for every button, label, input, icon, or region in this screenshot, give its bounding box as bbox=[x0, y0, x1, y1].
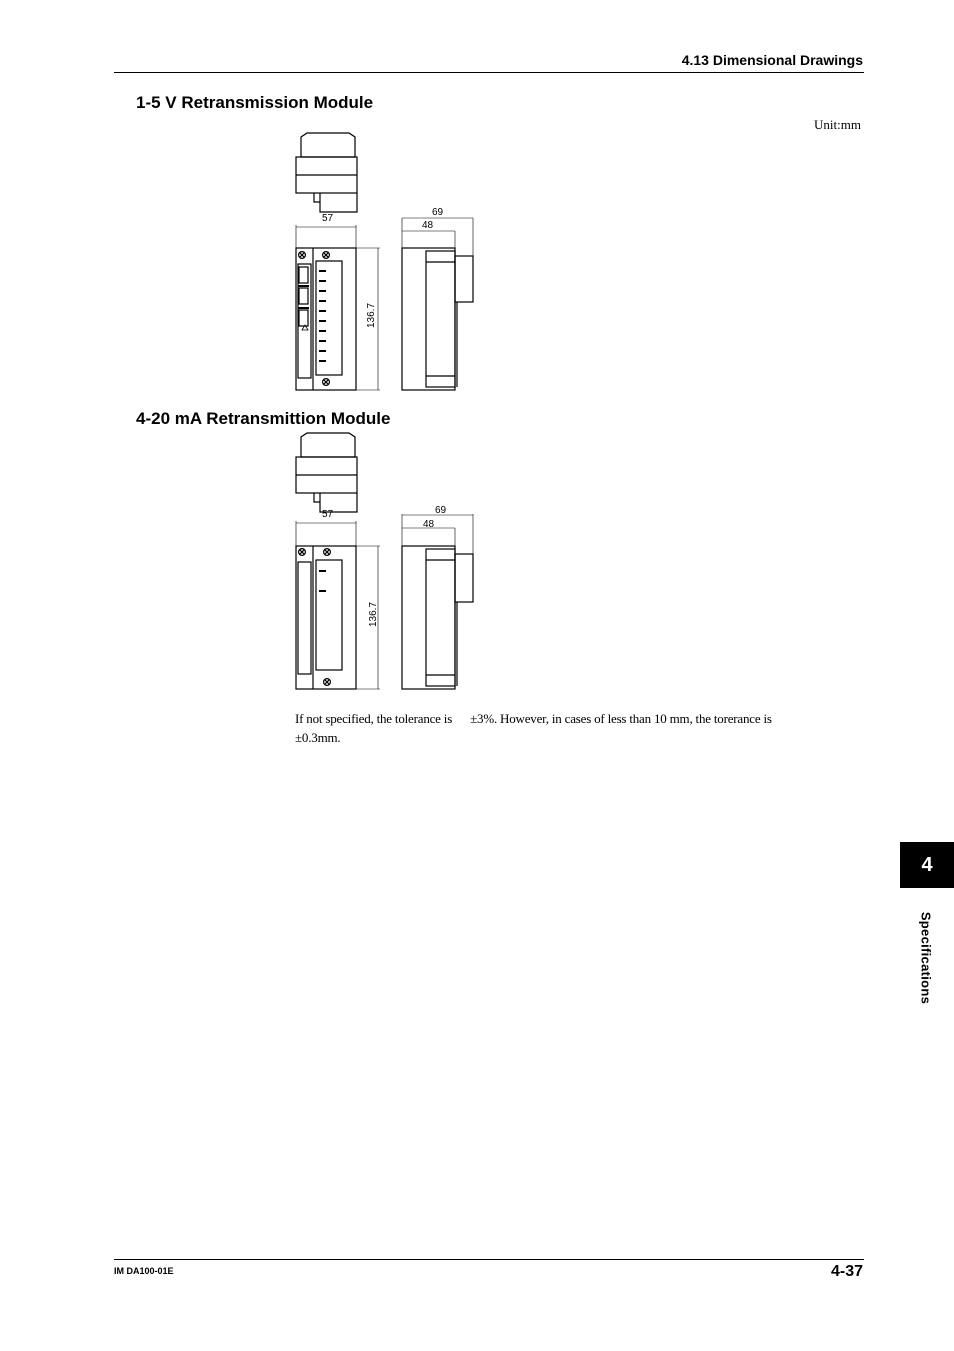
chapter-number: 4 bbox=[921, 853, 933, 876]
section-title-1-5v: 1-5 V Retransmission Module bbox=[136, 93, 374, 112]
chapter-side-label: Specifications bbox=[918, 911, 934, 1005]
chapter-tab bbox=[900, 842, 954, 888]
front-view bbox=[296, 248, 356, 390]
dim-height-136-7: 136.7 bbox=[366, 302, 377, 328]
side-view bbox=[402, 248, 473, 390]
dim-width-57: 57 bbox=[322, 213, 334, 224]
dim-depth-69: 69 bbox=[435, 505, 447, 516]
drawing-1-5v-module bbox=[280, 130, 490, 395]
drawing-4-20ma-svg bbox=[280, 430, 490, 695]
section-title-4-20ma: 4-20 mA Retransmittion Module bbox=[136, 409, 391, 428]
footer-page-number: 4-37 bbox=[830, 1263, 863, 1280]
dim-width-57: 57 bbox=[322, 509, 334, 520]
tolerance-note-part2: ±3%. However, in cases of less than 10 mm, the torerance is bbox=[470, 711, 772, 726]
top-view bbox=[296, 133, 357, 212]
header-rule bbox=[114, 72, 864, 73]
terminal-marks bbox=[319, 570, 326, 592]
dimension-lines bbox=[296, 218, 473, 390]
front-view bbox=[296, 546, 356, 689]
running-header: 4.13 Dimensional Drawings bbox=[681, 52, 863, 68]
drawing-4-20ma-module bbox=[280, 430, 490, 695]
footer-rule bbox=[114, 1259, 864, 1260]
dim-depth-69: 69 bbox=[432, 207, 444, 218]
dim-depth-48: 48 bbox=[422, 220, 434, 231]
dimension-lines bbox=[296, 514, 473, 689]
top-view bbox=[296, 433, 357, 512]
tolerance-note-part1: If not specified, the tolerance is bbox=[295, 711, 453, 726]
dim-height-136-7: 136.7 bbox=[368, 601, 379, 627]
tolerance-note bbox=[295, 709, 815, 747]
unit-label: Unit:mm bbox=[814, 117, 861, 132]
side-view bbox=[402, 546, 473, 689]
drawing-1-5v-svg bbox=[280, 130, 490, 395]
terminal-marks bbox=[298, 270, 326, 362]
dim-depth-48: 48 bbox=[423, 519, 435, 530]
footer-doc-id: IM DA100-01E bbox=[114, 1266, 174, 1276]
tolerance-note-part3: ±0.3mm. bbox=[295, 730, 341, 745]
